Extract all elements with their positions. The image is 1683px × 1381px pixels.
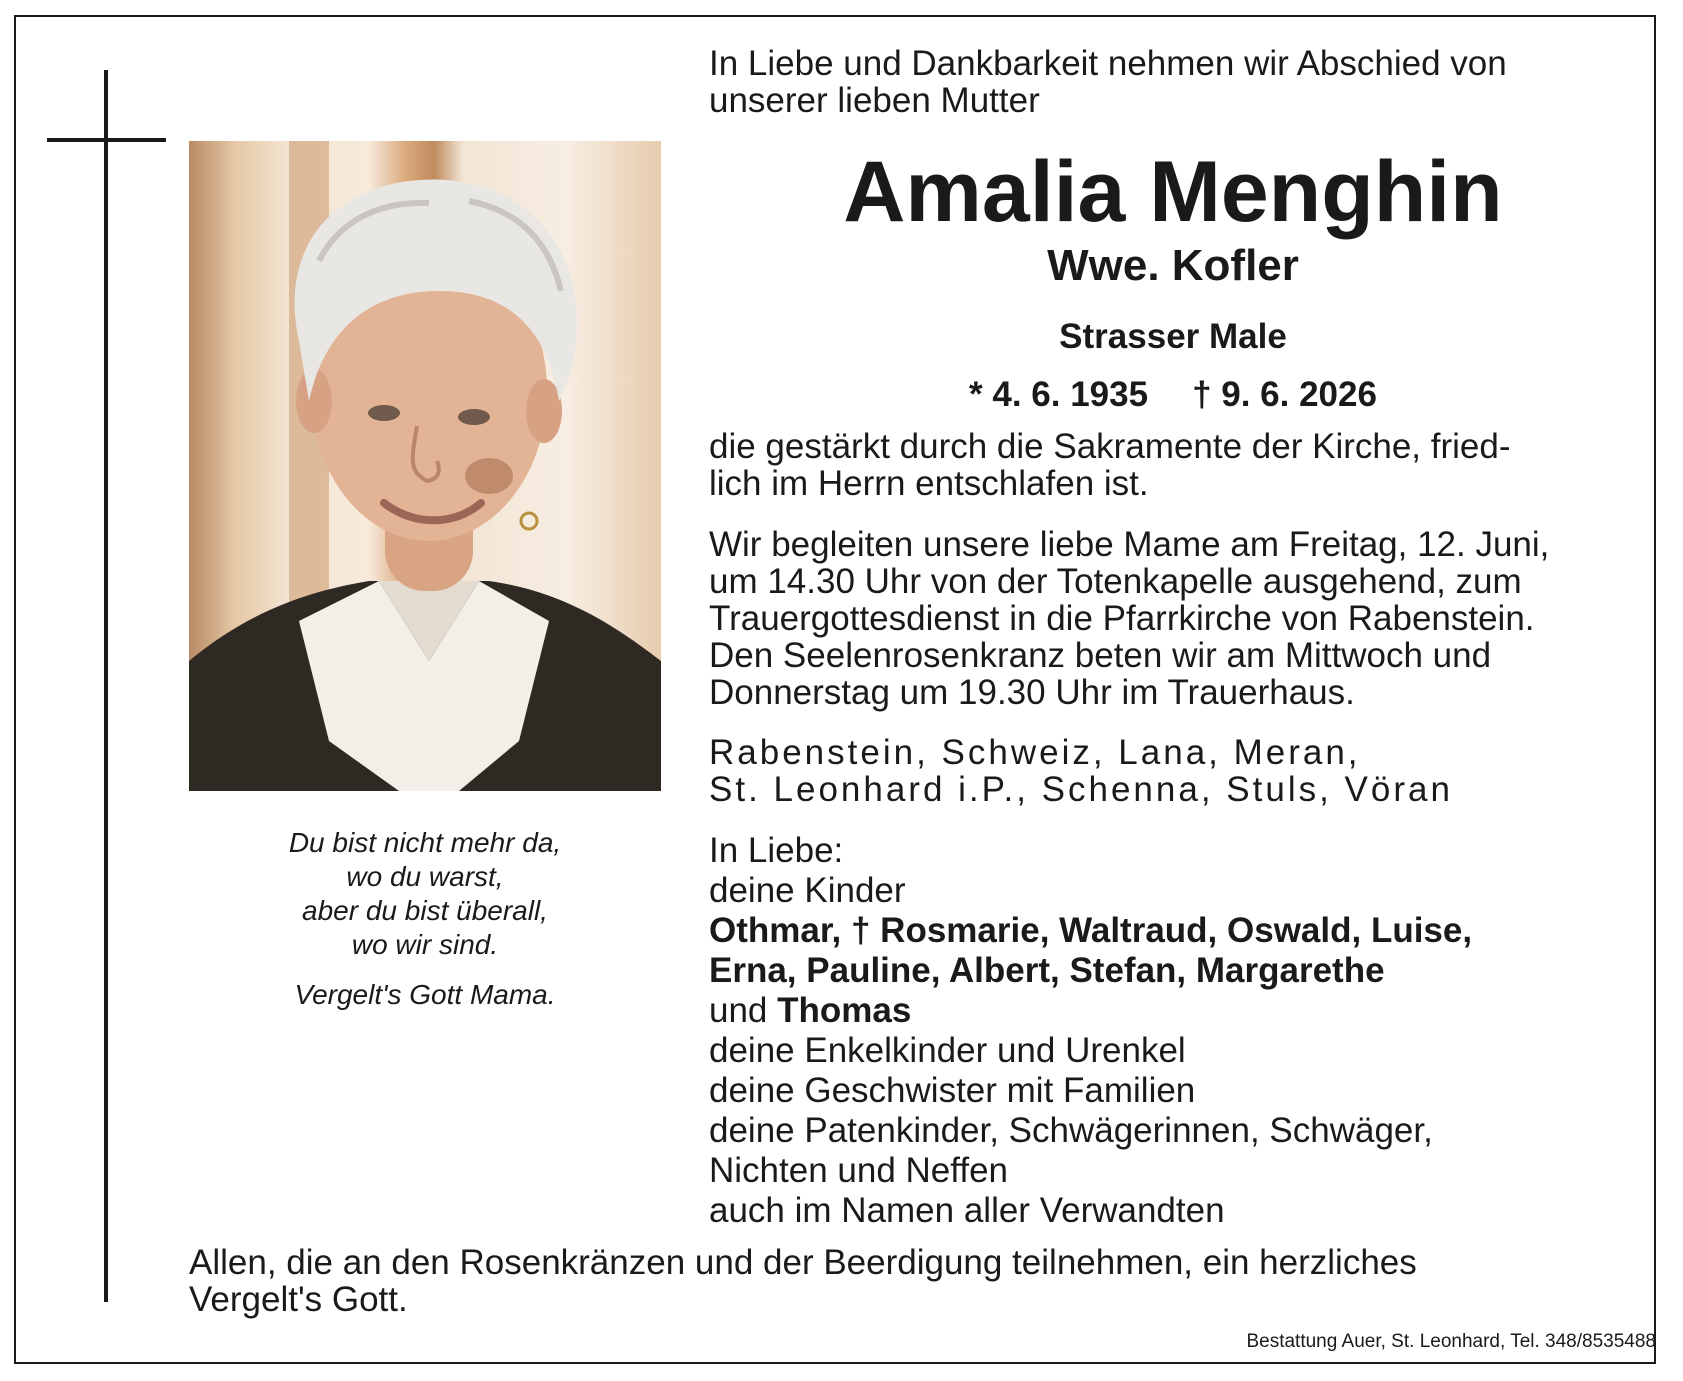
places-line: Rabenstein, Schweiz, Lana, Meran, — [709, 733, 1361, 772]
children-names: Othmar, † Rosmarie, Waltraud, Oswald, Luise, — [709, 911, 1473, 950]
quote-thanks: Vergelt's Gott Mama. — [294, 979, 556, 1010]
paragraph-line: Den Seelenrosenkranz beten wir am Mittwoch und — [709, 636, 1492, 675]
quote-line: wo wir sind. — [351, 929, 499, 960]
paragraph-line: um 14.30 Uhr von der Totenkapelle ausgehend, zum — [709, 562, 1522, 601]
deceased-name: Amalia Menghin — [843, 144, 1503, 240]
last-child-line — [709, 991, 1637, 1031]
sacrament-paragraph — [709, 428, 1637, 502]
paragraph-line: die gestärkt durch die Sakramente der Kirche, fried- — [709, 427, 1511, 466]
nickname: Strasser Male — [1059, 317, 1287, 356]
relatives-line: deine Enkelkinder und Urenkel — [709, 1031, 1186, 1070]
funeral-home-footer: Bestattung Auer, St. Leonhard, Tel. 348/8535488 — [1246, 1331, 1656, 1352]
quote-line: wo du warst, — [346, 861, 504, 892]
quote-line: aber du bist überall, — [302, 895, 548, 926]
memorial-quote — [189, 826, 661, 1012]
closing-line: Allen, die an den Rosenkränzen und der Beerdigung teilnehmen, ein herzliches — [189, 1243, 1417, 1282]
paragraph-line: lich im Herrn entschlafen ist. — [709, 464, 1149, 503]
quote-line: Du bist nicht mehr da, — [288, 827, 562, 858]
relatives-line: deine Patenkinder, Schwägerinnen, Schwäger, — [709, 1111, 1433, 1150]
last-child-name: Thomas — [777, 991, 912, 1030]
funeral-paragraph — [709, 526, 1637, 711]
death-date: † 9. 6. 2026 — [1192, 375, 1377, 414]
closing-line: Vergelt's Gott. — [189, 1280, 408, 1319]
family-heading: In Liebe: — [709, 831, 844, 870]
paragraph-line: Trauergottesdienst in die Pfarrkirche von Rabenstein. — [709, 599, 1535, 638]
intro-line: unserer lieben Mutter — [709, 81, 1040, 120]
relatives-line: auch im Namen aller Verwandten — [709, 1191, 1225, 1230]
birth-date: * 4. 6. 1935 — [969, 375, 1149, 414]
places-line: St. Leonhard i.P., Schenna, Stuls, Vöran — [709, 770, 1453, 809]
places-list — [709, 734, 1637, 808]
closing-thanks — [189, 1244, 1637, 1318]
relatives-line: deine Geschwister mit Familien — [709, 1071, 1196, 1110]
paragraph-line: Donnerstag um 19.30 Uhr im Trauerhaus. — [709, 673, 1355, 712]
paragraph-line: Wir begleiten unsere liebe Mame am Freitag, 12. Juni, — [709, 525, 1550, 564]
children-label: deine Kinder — [709, 871, 906, 910]
maiden-name: Wwe. Kofler — [1047, 241, 1299, 290]
cross-bar — [47, 138, 166, 142]
intro-line: In Liebe und Dankbarkeit nehmen wir Abschied von — [709, 44, 1507, 83]
portrait-photo — [189, 141, 661, 791]
cross-icon — [104, 70, 108, 1302]
intro-text — [709, 45, 1637, 119]
life-dates — [709, 373, 1637, 417]
children-names: Erna, Pauline, Albert, Stefan, Margarethe — [709, 951, 1385, 990]
und-text: und — [709, 991, 768, 1030]
relatives-line: Nichten und Neffen — [709, 1151, 1009, 1190]
family-list — [709, 831, 1637, 1231]
